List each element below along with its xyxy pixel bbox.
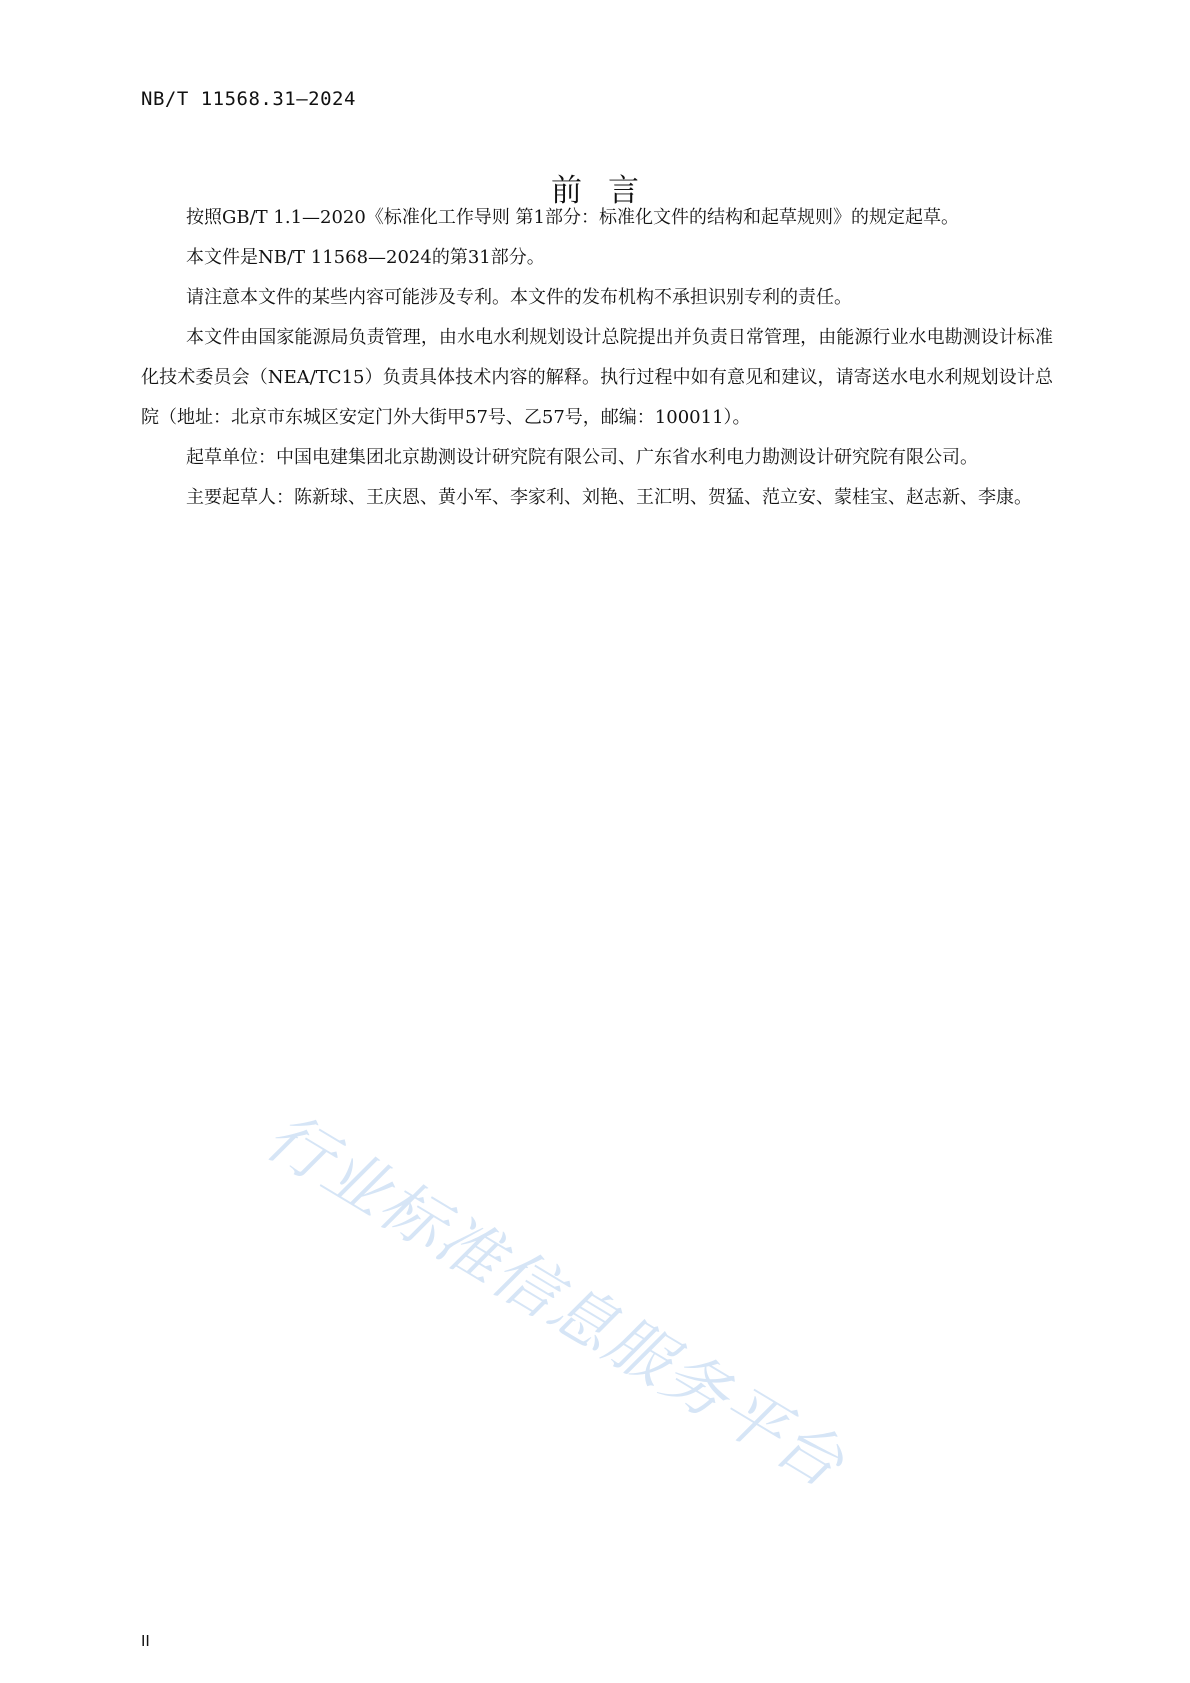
foreword-body [141,198,1053,518]
standard-code: NB/T 11568.31—2024 [141,88,356,110]
page-number: II [141,1632,150,1650]
paragraph-drafting-rules: 按照GB/T 1.1—2020《标准化工作导则 第1部分：标准化文件的结构和起草规则》的规定起草。 [186,207,960,228]
watermark: 行业标准信息服务平台 [252,1099,857,1503]
page-title: 前言 [551,172,665,209]
paragraph-part-number: 本文件是NB/T 11568—2024的第31部分。 [186,247,545,268]
paragraph-patent-notice: 请注意本文件的某些内容可能涉及专利。本文件的发布机构不承担识别专利的责任。 [186,287,852,308]
paragraph-drafters: 主要起草人：陈新球、王庆恩、黄小军、李家利、刘艳、王汇明、贺猛、范立安、蒙桂宝、赵志新、李康。 [186,487,1032,508]
paragraph-drafting-units: 起草单位：中国电建集团北京勘测设计研究院有限公司、广东省水利电力勘测设计研究院有限公司。 [186,447,978,468]
paragraph-management: 本文件由国家能源局负责管理，由水电水利规划设计总院提出并负责日常管理，由能源行业水电勘测设计标准化技术委员会（NEA/TC15）负责具体技术内容的解释。执行过程中如有意见和建议，请寄送水电水利规划设计总院（地址：北京市东城区安定门外大街甲57号、乙57号，邮编：100011）。 [141,327,1053,428]
